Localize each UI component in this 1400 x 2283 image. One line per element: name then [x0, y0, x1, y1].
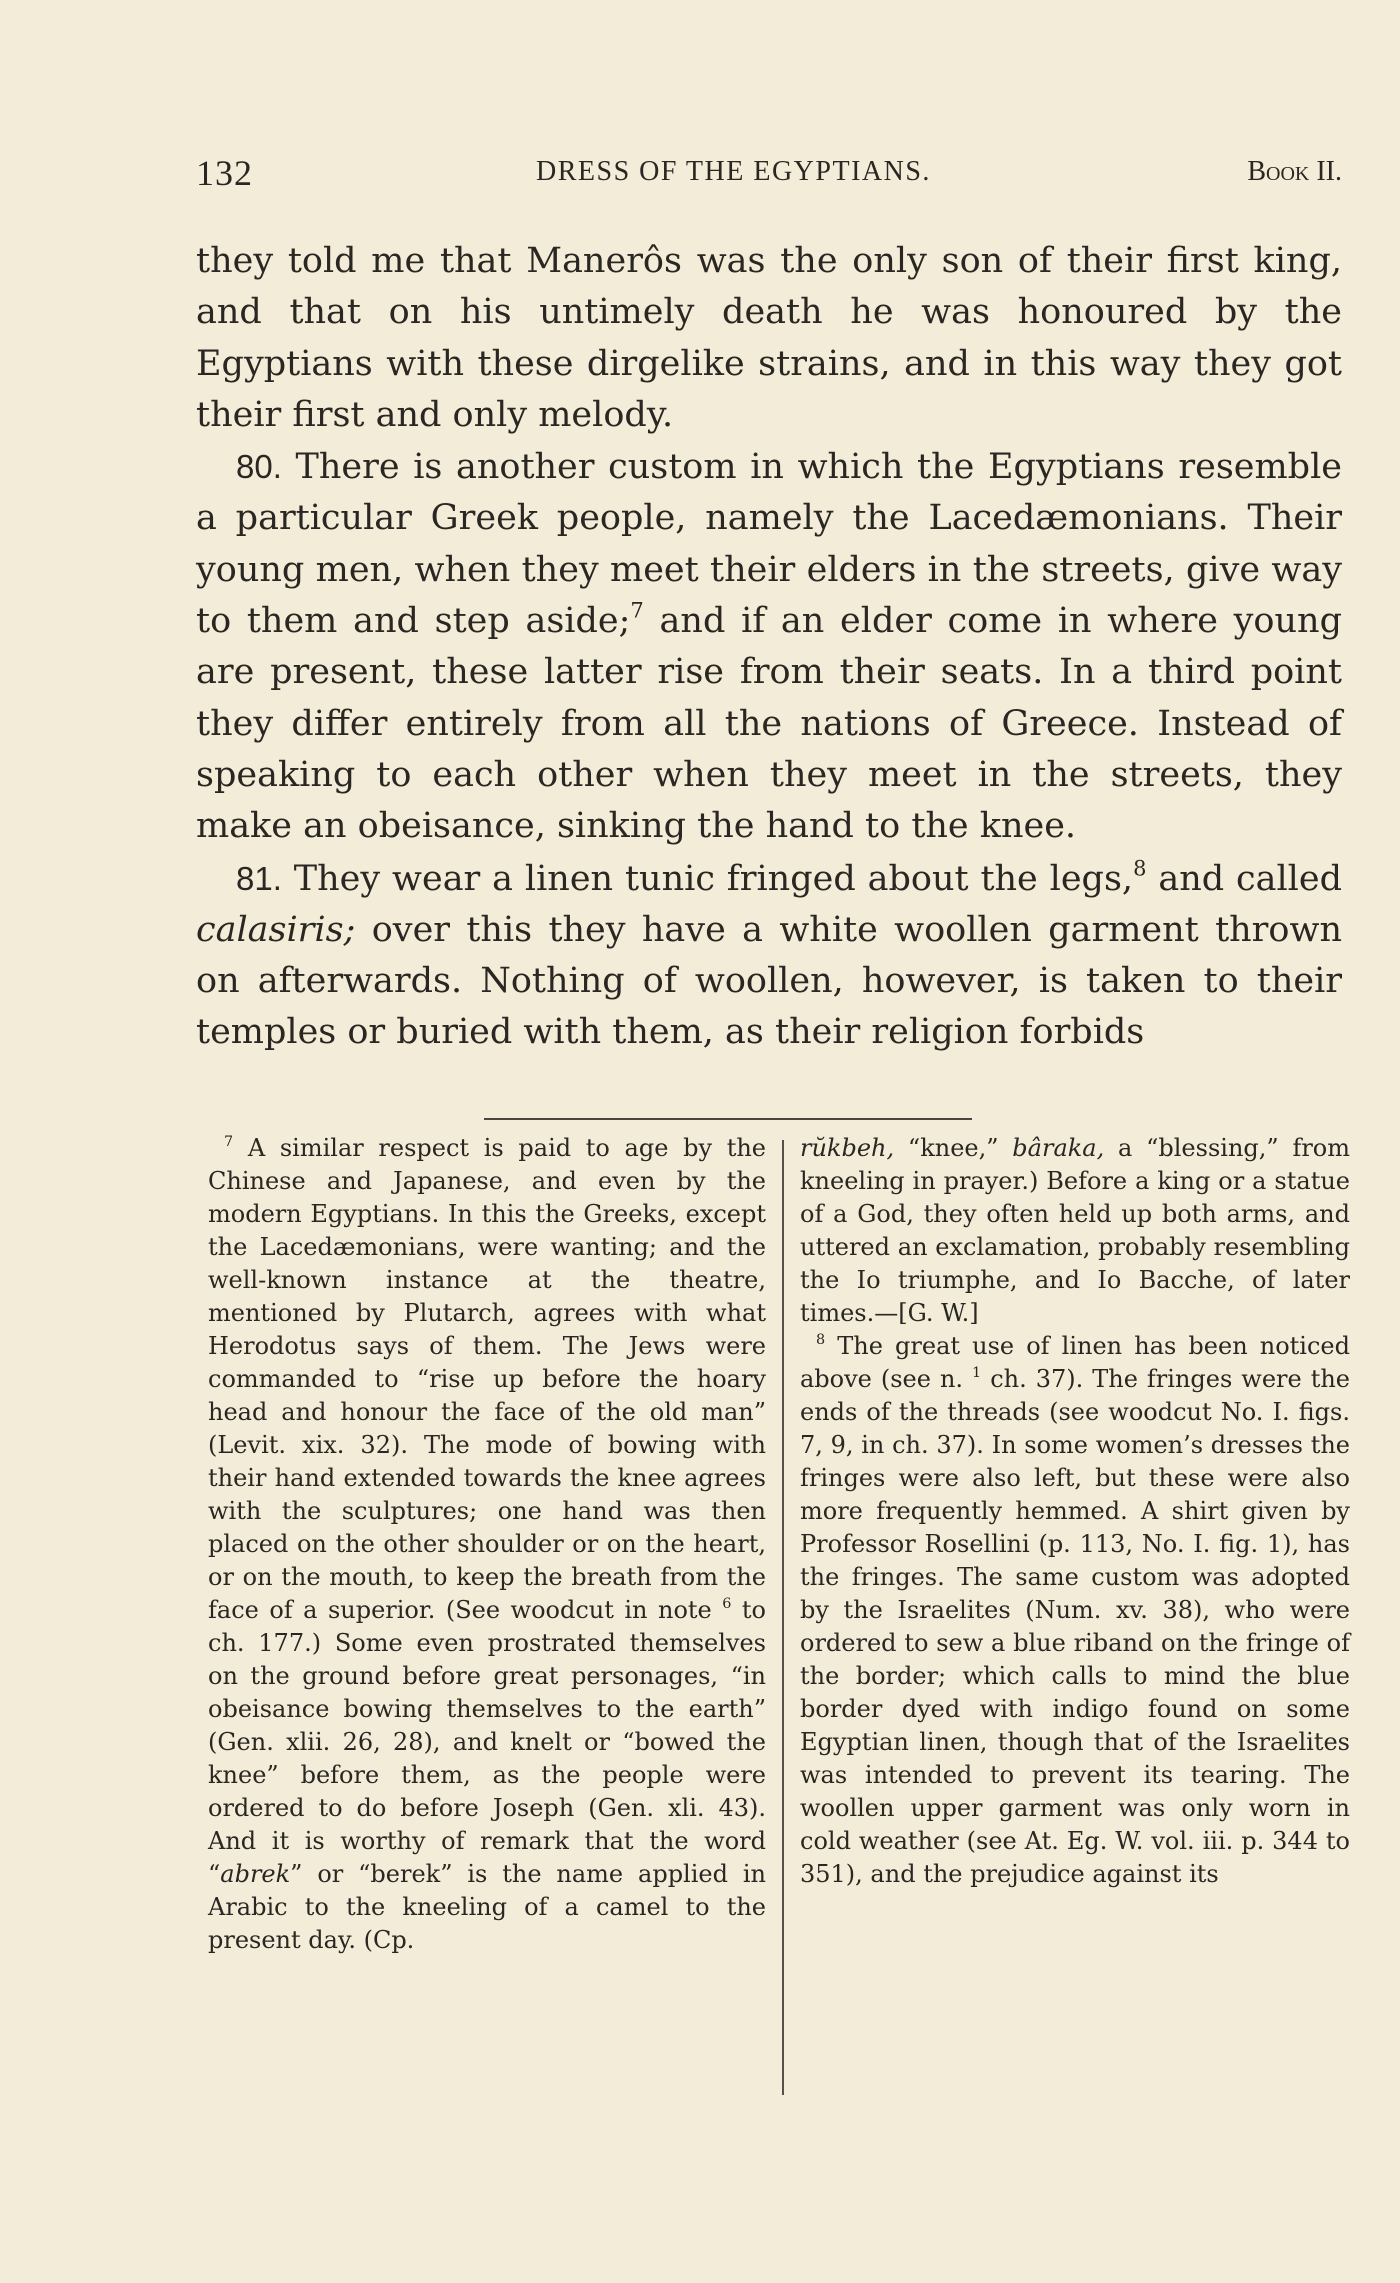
italic-term: bâraka,	[1012, 1134, 1105, 1162]
footnote-ref: 1	[972, 1364, 982, 1381]
footnote-ref: 8	[1133, 855, 1147, 880]
footnote-text: A similar respect is paid to age by the Chinese and Japanese, and even by the modern Egyptians. In this the Greeks, except the Lacedæmonians, were wanting; and the well-known instance at the theatre, mentioned by Plutarch, agrees with what Herodotus says of them. The Jews were commanded to “rise up before the hoary head and honour the face of the old man” (Levit. xix. 32). The mode of bowing with their hand extended towards the knee agrees with the sculptures; one hand was then placed on the other shoulder or on the heart, or on the mouth, to keep the breath from the face of a superior. (See woodcut in note	[208, 1134, 766, 1624]
footnote-text: to ch. 177.) Some even prostrated themselves on the ground before great personages, “in obeisance bowing themselves to the earth” (Gen. xlii. 26, 28), and knelt or “bowed the knee” before them, as the people were ordered to do before Joseph (Gen. xli. 43). And it is worthy of remark that the word “	[208, 1596, 766, 1888]
footnote-text: ch. 37). The fringes were the ends of the threads (see woodcut No. I. figs. 7, 9, in ch. 37). In some women’s dresses the fringes were also left, but these were also more frequently hemmed. A shirt given by Professor Rosellini (p. 113, No. I. fig. 1), has the fringes. The same custom was adopted by the Israelites (Num. xv. 38), who were ordered to sew a blue riband on the fringe of the border; which calls to mind the blue border dyed with indigo found on some Egyptian linen, though that of the Israelites was intended to prevent its tearing. The woollen upper garment was only worn in cold weather (see At. Eg. W. vol. iii. p. 344 to 351), and the prejudice against its	[800, 1365, 1350, 1888]
paragraph-81	[196, 853, 1342, 1059]
section-number: 80.	[236, 448, 282, 486]
footnote-column-left	[208, 1132, 766, 1957]
footnote-rule	[484, 1118, 972, 1120]
footnote-column-right	[800, 1132, 1350, 1891]
footnote-text: “knee,”	[907, 1134, 999, 1162]
footnote-7-continued	[800, 1132, 1350, 1330]
section-number: 81.	[236, 859, 282, 897]
footnote-ref: 6	[722, 1595, 732, 1612]
footnote-marker: 7	[224, 1133, 234, 1150]
footnotes	[196, 1132, 1351, 2097]
paragraph-text: over this they have a white woollen garment thrown on afterwards. Nothing of woollen, however, is taken to their temples or buried with them, as their religion forbids	[196, 909, 1342, 1053]
italic-term: rŭkbeh,	[800, 1134, 895, 1162]
paragraph-text: and called	[1158, 858, 1342, 899]
footnote-text: a “blessing,” from kneeling in prayer.) Before a king or a statue of a God, they often held up both arms, and uttered an exclamation, probably resembling the Io triumphe, and Io Bacche, of later times.—[G. W.]	[800, 1134, 1351, 1327]
running-title: DRESS OF THE EGYPTIANS.	[536, 156, 931, 187]
paragraph-text: they told me that Manerôs was the only son of their first king, and that on his untimely death he was honoured by the Egyptians with these dirgelike strains, and in this way they got their first and only melody.	[196, 241, 1342, 435]
running-header	[196, 152, 1342, 196]
paragraph-text: There is another custom in which the Egyptians resemble a particular Greek people, namely the Lacedæmonians. Their young men, when they meet their elders in the streets, give way to them and step aside;	[196, 447, 1342, 642]
paragraph-text: They wear a linen tunic fringed about the legs,	[293, 858, 1134, 899]
main-text	[196, 236, 1342, 1059]
footnote-8	[800, 1330, 1350, 1891]
italic-term: abrek	[220, 1860, 291, 1888]
footnote-7	[208, 1132, 766, 1957]
paragraph-continuation	[196, 236, 1342, 441]
italic-term: calasiris;	[196, 909, 356, 950]
paragraph-80	[196, 441, 1342, 852]
footnote-ref: 7	[630, 598, 644, 623]
paragraph-text: and if an elder come in where young are present, these latter rise from their seats. In a third point they differ entirely from all the nations of Greece. Instead of speaking to each other when they meet in the streets, they make an obeisance, sinking the hand to the knee.	[196, 601, 1342, 847]
column-divider	[782, 1140, 784, 2095]
book-label: Book II.	[1247, 156, 1342, 187]
page-number: 132	[196, 153, 253, 193]
footnote-text: The great use of linen has been noticed above (see n.	[800, 1332, 1350, 1393]
footnote-marker: 8	[816, 1331, 826, 1348]
footnote-text: ” or “berek” is the name applied in Arabic to the kneeling of a camel to the present day. (Cp.	[208, 1860, 766, 1954]
